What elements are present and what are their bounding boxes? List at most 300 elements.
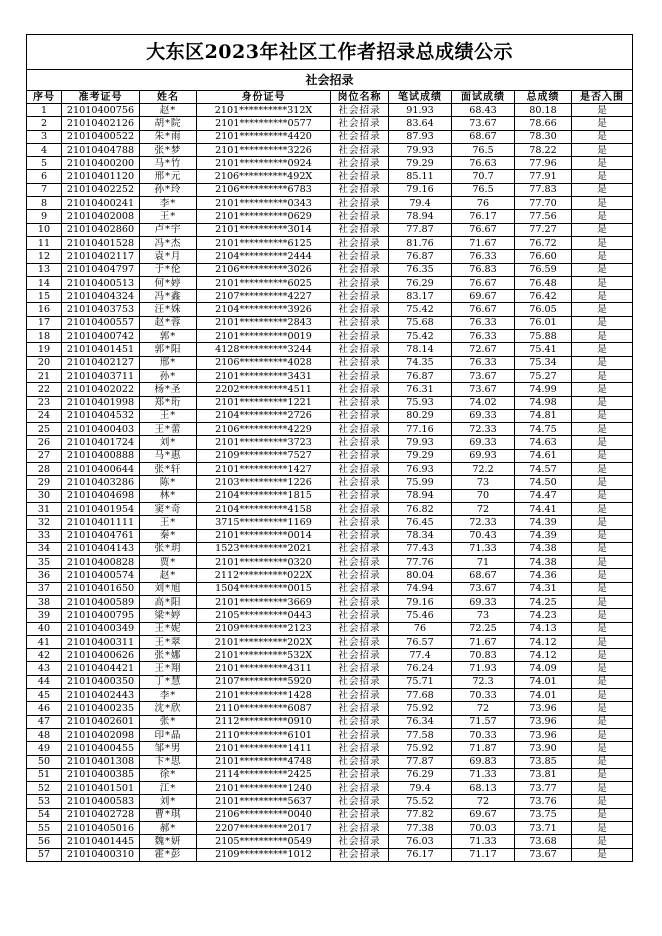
cell-id-number: 2101**********0320 <box>197 556 331 569</box>
cell-exam-id: 21010402098 <box>62 728 140 741</box>
table-row <box>27 130 633 143</box>
cell-name: 丁*慧 <box>140 675 197 688</box>
cell-interview-score: 70.33 <box>452 689 515 702</box>
cell-total-score: 75.41 <box>515 343 572 356</box>
cell-written-score: 79.93 <box>389 143 452 156</box>
cell-position: 社会招录 <box>331 728 389 741</box>
cell-name: 赵* <box>140 104 197 117</box>
cell-position: 社会招录 <box>331 702 389 715</box>
cell-total-score: 73.76 <box>515 795 572 808</box>
cell-interview-score: 73 <box>452 609 515 622</box>
cell-total-score: 74.12 <box>515 635 572 648</box>
cell-index: 31 <box>27 502 62 515</box>
cell-position: 社会招录 <box>331 396 389 409</box>
cell-shortlisted: 是 <box>572 356 633 369</box>
cell-name: 于*伦 <box>140 263 197 276</box>
cell-total-score: 73.75 <box>515 808 572 821</box>
table-row <box>27 303 633 316</box>
cell-exam-id: 21010404788 <box>62 143 140 156</box>
cell-position: 社会招录 <box>331 369 389 382</box>
cell-name: 沈*欣 <box>140 702 197 715</box>
cell-name: 李* <box>140 689 197 702</box>
cell-shortlisted: 是 <box>572 782 633 795</box>
cell-shortlisted: 是 <box>572 822 633 835</box>
table-row <box>27 117 633 130</box>
table-row <box>27 755 633 768</box>
cell-name: 秦* <box>140 529 197 542</box>
cell-position: 社会招录 <box>331 595 389 608</box>
table-row <box>27 356 633 369</box>
table-row <box>27 768 633 781</box>
cell-shortlisted: 是 <box>572 795 633 808</box>
cell-id-number: 2101**********0019 <box>197 330 331 343</box>
cell-written-score: 76.87 <box>389 369 452 382</box>
cell-total-score: 74.31 <box>515 582 572 595</box>
cell-interview-score: 68.67 <box>452 569 515 582</box>
cell-total-score: 77.56 <box>515 210 572 223</box>
cell-id-number: 2101**********4311 <box>197 662 331 675</box>
cell-interview-score: 70.33 <box>452 728 515 741</box>
cell-shortlisted: 是 <box>572 143 633 156</box>
cell-shortlisted: 是 <box>572 649 633 662</box>
cell-index: 19 <box>27 343 62 356</box>
cell-position: 社会招录 <box>331 356 389 369</box>
cell-shortlisted: 是 <box>572 715 633 728</box>
table-row <box>27 276 633 289</box>
cell-written-score: 78.94 <box>389 210 452 223</box>
cell-name: 郭* <box>140 330 197 343</box>
cell-written-score: 79.4 <box>389 782 452 795</box>
table-row <box>27 369 633 382</box>
cell-position: 社会招录 <box>331 263 389 276</box>
cell-id-number: 2101**********3226 <box>197 143 331 156</box>
cell-position: 社会招录 <box>331 609 389 622</box>
table-row <box>27 223 633 236</box>
cell-total-score: 78.30 <box>515 130 572 143</box>
cell-interview-score: 74.02 <box>452 396 515 409</box>
cell-written-score: 79.16 <box>389 183 452 196</box>
cell-index: 20 <box>27 356 62 369</box>
cell-total-score: 73.81 <box>515 768 572 781</box>
cell-position: 社会招录 <box>331 210 389 223</box>
cell-written-score: 77.38 <box>389 822 452 835</box>
cell-total-score: 73.96 <box>515 715 572 728</box>
cell-total-score: 74.01 <box>515 675 572 688</box>
cell-shortlisted: 是 <box>572 768 633 781</box>
cell-interview-score: 76.67 <box>452 276 515 289</box>
cell-shortlisted: 是 <box>572 476 633 489</box>
cell-total-score: 77.70 <box>515 197 572 210</box>
cell-written-score: 76.57 <box>389 635 452 648</box>
cell-id-number: 2105**********0549 <box>197 835 331 848</box>
cell-exam-id: 21010403711 <box>62 369 140 382</box>
cell-name: 邹*男 <box>140 742 197 755</box>
cell-written-score: 77.4 <box>389 649 452 662</box>
cell-index: 21 <box>27 369 62 382</box>
cell-name: 孙*玲 <box>140 183 197 196</box>
cell-shortlisted: 是 <box>572 303 633 316</box>
cell-id-number: 2109**********7527 <box>197 449 331 462</box>
page-title: 大东区2023年社区工作者招录总成绩公示 <box>27 35 633 70</box>
cell-position: 社会招录 <box>331 848 389 861</box>
cell-exam-id: 21010401501 <box>62 782 140 795</box>
cell-exam-id: 21010402252 <box>62 183 140 196</box>
table-row <box>27 609 633 622</box>
cell-index: 2 <box>27 117 62 130</box>
cell-name: 李* <box>140 197 197 210</box>
cell-position: 社会招录 <box>331 582 389 595</box>
cell-id-number: 2114**********2425 <box>197 768 331 781</box>
cell-name: 高*阳 <box>140 595 197 608</box>
cell-shortlisted: 是 <box>572 276 633 289</box>
cell-id-number: 2101**********2843 <box>197 316 331 329</box>
cell-interview-score: 71.87 <box>452 742 515 755</box>
cell-written-score: 77.43 <box>389 542 452 555</box>
cell-id-number: 2101**********0014 <box>197 529 331 542</box>
cell-name: 王*蕾 <box>140 423 197 436</box>
table-row <box>27 728 633 741</box>
cell-id-number: 2106**********4229 <box>197 423 331 436</box>
cell-name: 冯*鑫 <box>140 290 197 303</box>
cell-written-score: 80.29 <box>389 409 452 422</box>
table-row <box>27 662 633 675</box>
table-row <box>27 263 633 276</box>
cell-total-score: 73.90 <box>515 742 572 755</box>
table-row <box>27 742 633 755</box>
cell-exam-id: 21010404143 <box>62 542 140 555</box>
table-row <box>27 183 633 196</box>
cell-shortlisted: 是 <box>572 396 633 409</box>
cell-index: 55 <box>27 822 62 835</box>
cell-interview-score: 69.33 <box>452 595 515 608</box>
cell-exam-id: 21010400200 <box>62 157 140 170</box>
cell-position: 社会招录 <box>331 157 389 170</box>
cell-name: 胡*院 <box>140 117 197 130</box>
cell-written-score: 77.76 <box>389 556 452 569</box>
cell-position: 社会招录 <box>331 449 389 462</box>
cell-exam-id: 21010403286 <box>62 476 140 489</box>
cell-interview-score: 73.67 <box>452 582 515 595</box>
cell-position: 社会招录 <box>331 383 389 396</box>
cell-exam-id: 21010400385 <box>62 768 140 781</box>
cell-interview-score: 68.67 <box>452 130 515 143</box>
cell-interview-score: 72 <box>452 795 515 808</box>
cell-interview-score: 76.33 <box>452 330 515 343</box>
cell-exam-id: 21010400235 <box>62 702 140 715</box>
cell-shortlisted: 是 <box>572 343 633 356</box>
cell-written-score: 79.29 <box>389 449 452 462</box>
cell-interview-score: 69.33 <box>452 409 515 422</box>
cell-written-score: 76.87 <box>389 250 452 263</box>
cell-name: 郝* <box>140 822 197 835</box>
cell-exam-id: 21010400455 <box>62 742 140 755</box>
cell-index: 14 <box>27 276 62 289</box>
cell-shortlisted: 是 <box>572 516 633 529</box>
cell-id-number: 1523**********2021 <box>197 542 331 555</box>
cell-index: 30 <box>27 489 62 502</box>
cell-position: 社会招录 <box>331 170 389 183</box>
cell-written-score: 83.64 <box>389 117 452 130</box>
cell-interview-score: 68.43 <box>452 104 515 117</box>
table-header-row <box>27 91 633 104</box>
cell-id-number: 2101**********0577 <box>197 117 331 130</box>
cell-written-score: 75.42 <box>389 303 452 316</box>
cell-exam-id: 21010400644 <box>62 463 140 476</box>
cell-total-score: 74.41 <box>515 502 572 515</box>
cell-written-score: 76.31 <box>389 383 452 396</box>
col-header-total-score: 总成绩 <box>515 91 572 104</box>
table-row <box>27 702 633 715</box>
cell-name: 赵* <box>140 569 197 582</box>
table-row <box>27 449 633 462</box>
cell-written-score: 85.11 <box>389 170 452 183</box>
cell-shortlisted: 是 <box>572 529 633 542</box>
cell-total-score: 74.81 <box>515 409 572 422</box>
cell-index: 39 <box>27 609 62 622</box>
cell-name: 王* <box>140 409 197 422</box>
cell-index: 11 <box>27 236 62 249</box>
cell-position: 社会招录 <box>331 795 389 808</box>
cell-position: 社会招录 <box>331 104 389 117</box>
cell-exam-id: 21010400311 <box>62 635 140 648</box>
cell-id-number: 2106**********0040 <box>197 808 331 821</box>
cell-written-score: 83.17 <box>389 290 452 303</box>
cell-position: 社会招录 <box>331 463 389 476</box>
cell-written-score: 81.76 <box>389 236 452 249</box>
cell-shortlisted: 是 <box>572 197 633 210</box>
table-row <box>27 715 633 728</box>
cell-id-number: 2101**********312X <box>197 104 331 117</box>
cell-name: 徐* <box>140 768 197 781</box>
cell-position: 社会招录 <box>331 822 389 835</box>
cell-shortlisted: 是 <box>572 728 633 741</box>
cell-exam-id: 21010402860 <box>62 223 140 236</box>
cell-name: 何*婷 <box>140 276 197 289</box>
cell-id-number: 2101**********1427 <box>197 463 331 476</box>
table-row <box>27 409 633 422</box>
table-row <box>27 489 633 502</box>
cell-total-score: 74.63 <box>515 436 572 449</box>
cell-position: 社会招录 <box>331 303 389 316</box>
cell-total-score: 74.38 <box>515 556 572 569</box>
table-row <box>27 436 633 449</box>
cell-shortlisted: 是 <box>572 489 633 502</box>
cell-index: 47 <box>27 715 62 728</box>
cell-written-score: 76.03 <box>389 835 452 848</box>
cell-interview-score: 71.93 <box>452 662 515 675</box>
col-header-shortlisted: 是否入围 <box>572 91 633 104</box>
cell-written-score: 78.94 <box>389 489 452 502</box>
cell-id-number: 2112**********0910 <box>197 715 331 728</box>
cell-interview-score: 71.33 <box>452 835 515 848</box>
cell-interview-score: 76.17 <box>452 210 515 223</box>
cell-shortlisted: 是 <box>572 117 633 130</box>
cell-shortlisted: 是 <box>572 236 633 249</box>
cell-id-number: 2104**********1815 <box>197 489 331 502</box>
cell-exam-id: 21010404698 <box>62 489 140 502</box>
cell-written-score: 76.24 <box>389 662 452 675</box>
col-header-exam-id: 准考证号 <box>62 91 140 104</box>
cell-total-score: 74.12 <box>515 649 572 662</box>
cell-total-score: 76.48 <box>515 276 572 289</box>
cell-position: 社会招录 <box>331 715 389 728</box>
cell-name: 孙* <box>140 369 197 382</box>
cell-name: 王*翠 <box>140 635 197 648</box>
cell-total-score: 73.67 <box>515 848 572 861</box>
cell-id-number: 2101**********6125 <box>197 236 331 249</box>
cell-shortlisted: 是 <box>572 223 633 236</box>
cell-total-score: 74.23 <box>515 609 572 622</box>
cell-name: 刘*旭 <box>140 582 197 595</box>
table-row <box>27 316 633 329</box>
cell-written-score: 75.92 <box>389 702 452 715</box>
cell-id-number: 2202**********4511 <box>197 383 331 396</box>
cell-exam-id: 21010403753 <box>62 303 140 316</box>
cell-interview-score: 76.5 <box>452 183 515 196</box>
table-body <box>27 104 633 862</box>
cell-exam-id: 21010402601 <box>62 715 140 728</box>
cell-position: 社会招录 <box>331 130 389 143</box>
cell-interview-score: 70 <box>452 489 515 502</box>
cell-index: 40 <box>27 622 62 635</box>
cell-id-number: 2106**********4028 <box>197 356 331 369</box>
cell-name: 刘* <box>140 436 197 449</box>
cell-id-number: 2110**********6087 <box>197 702 331 715</box>
cell-written-score: 77.87 <box>389 223 452 236</box>
cell-index: 13 <box>27 263 62 276</box>
cell-name: 江* <box>140 782 197 795</box>
cell-index: 38 <box>27 595 62 608</box>
cell-written-score: 78.34 <box>389 529 452 542</box>
cell-id-number: 2101**********3431 <box>197 369 331 382</box>
cell-position: 社会招录 <box>331 423 389 436</box>
cell-position: 社会招录 <box>331 675 389 688</box>
table-row <box>27 808 633 821</box>
cell-shortlisted: 是 <box>572 436 633 449</box>
cell-interview-score: 71.33 <box>452 768 515 781</box>
cell-position: 社会招录 <box>331 516 389 529</box>
cell-name: 朱*雨 <box>140 130 197 143</box>
cell-id-number: 2112**********022X <box>197 569 331 582</box>
table-row <box>27 822 633 835</box>
cell-index: 48 <box>27 728 62 741</box>
cell-total-score: 77.83 <box>515 183 572 196</box>
cell-name: 王*翔 <box>140 662 197 675</box>
cell-exam-id: 21010401528 <box>62 236 140 249</box>
table-row <box>27 423 633 436</box>
cell-exam-id: 21010400403 <box>62 423 140 436</box>
cell-exam-id: 21010400795 <box>62 609 140 622</box>
cell-position: 社会招录 <box>331 343 389 356</box>
cell-written-score: 77.87 <box>389 755 452 768</box>
cell-total-score: 73.96 <box>515 728 572 741</box>
cell-written-score: 75.71 <box>389 675 452 688</box>
cell-written-score: 79.29 <box>389 157 452 170</box>
cell-interview-score: 73.67 <box>452 369 515 382</box>
cell-index: 25 <box>27 423 62 436</box>
cell-name: 汪*姝 <box>140 303 197 316</box>
cell-index: 9 <box>27 210 62 223</box>
cell-index: 51 <box>27 768 62 781</box>
table-row <box>27 782 633 795</box>
col-header-id-number: 身份证号 <box>197 91 331 104</box>
cell-total-score: 74.36 <box>515 569 572 582</box>
cell-shortlisted: 是 <box>572 742 633 755</box>
cell-position: 社会招录 <box>331 197 389 210</box>
table-row <box>27 529 633 542</box>
cell-index: 8 <box>27 197 62 210</box>
cell-id-number: 2101**********0343 <box>197 197 331 210</box>
cell-interview-score: 72 <box>452 502 515 515</box>
cell-written-score: 76.82 <box>389 502 452 515</box>
results-sheet <box>26 34 632 862</box>
cell-index: 10 <box>27 223 62 236</box>
cell-index: 54 <box>27 808 62 821</box>
cell-interview-score: 76.5 <box>452 143 515 156</box>
cell-shortlisted: 是 <box>572 290 633 303</box>
cell-interview-score: 71.67 <box>452 635 515 648</box>
cell-index: 49 <box>27 742 62 755</box>
cell-index: 36 <box>27 569 62 582</box>
cell-shortlisted: 是 <box>572 330 633 343</box>
cell-position: 社会招录 <box>331 569 389 582</box>
cell-name: 张* <box>140 715 197 728</box>
cell-id-number: 2109**********1012 <box>197 848 331 861</box>
col-header-name: 姓名 <box>140 91 197 104</box>
cell-total-score: 74.13 <box>515 622 572 635</box>
cell-interview-score: 71.17 <box>452 848 515 861</box>
cell-name: 杨*圣 <box>140 383 197 396</box>
cell-total-score: 74.47 <box>515 489 572 502</box>
cell-position: 社会招录 <box>331 236 389 249</box>
cell-interview-score: 68.13 <box>452 782 515 795</box>
cell-written-score: 76.29 <box>389 768 452 781</box>
cell-shortlisted: 是 <box>572 449 633 462</box>
cell-id-number: 2104**********4158 <box>197 502 331 515</box>
table-row <box>27 330 633 343</box>
cell-name: 郑*珩 <box>140 396 197 409</box>
cell-id-number: 2103**********1226 <box>197 476 331 489</box>
cell-index: 35 <box>27 556 62 569</box>
cell-index: 34 <box>27 542 62 555</box>
cell-interview-score: 72.33 <box>452 423 515 436</box>
cell-total-score: 74.99 <box>515 383 572 396</box>
table-row <box>27 675 633 688</box>
cell-written-score: 79.4 <box>389 197 452 210</box>
cell-shortlisted: 是 <box>572 157 633 170</box>
cell-name: 马*竹 <box>140 157 197 170</box>
cell-exam-id: 21010404324 <box>62 290 140 303</box>
cell-id-number: 2101**********1428 <box>197 689 331 702</box>
cell-shortlisted: 是 <box>572 609 633 622</box>
table-row <box>27 463 633 476</box>
cell-total-score: 73.96 <box>515 702 572 715</box>
cell-exam-id: 21010401111 <box>62 516 140 529</box>
cell-interview-score: 72.3 <box>452 675 515 688</box>
cell-interview-score: 73.67 <box>452 117 515 130</box>
cell-total-score: 77.27 <box>515 223 572 236</box>
cell-position: 社会招录 <box>331 649 389 662</box>
cell-interview-score: 72.33 <box>452 516 515 529</box>
cell-position: 社会招录 <box>331 768 389 781</box>
cell-shortlisted: 是 <box>572 702 633 715</box>
cell-written-score: 75.99 <box>389 476 452 489</box>
cell-id-number: 2101**********0924 <box>197 157 331 170</box>
cell-exam-id: 21010400742 <box>62 330 140 343</box>
cell-written-score: 75.92 <box>389 742 452 755</box>
cell-total-score: 75.27 <box>515 369 572 382</box>
cell-index: 46 <box>27 702 62 715</box>
